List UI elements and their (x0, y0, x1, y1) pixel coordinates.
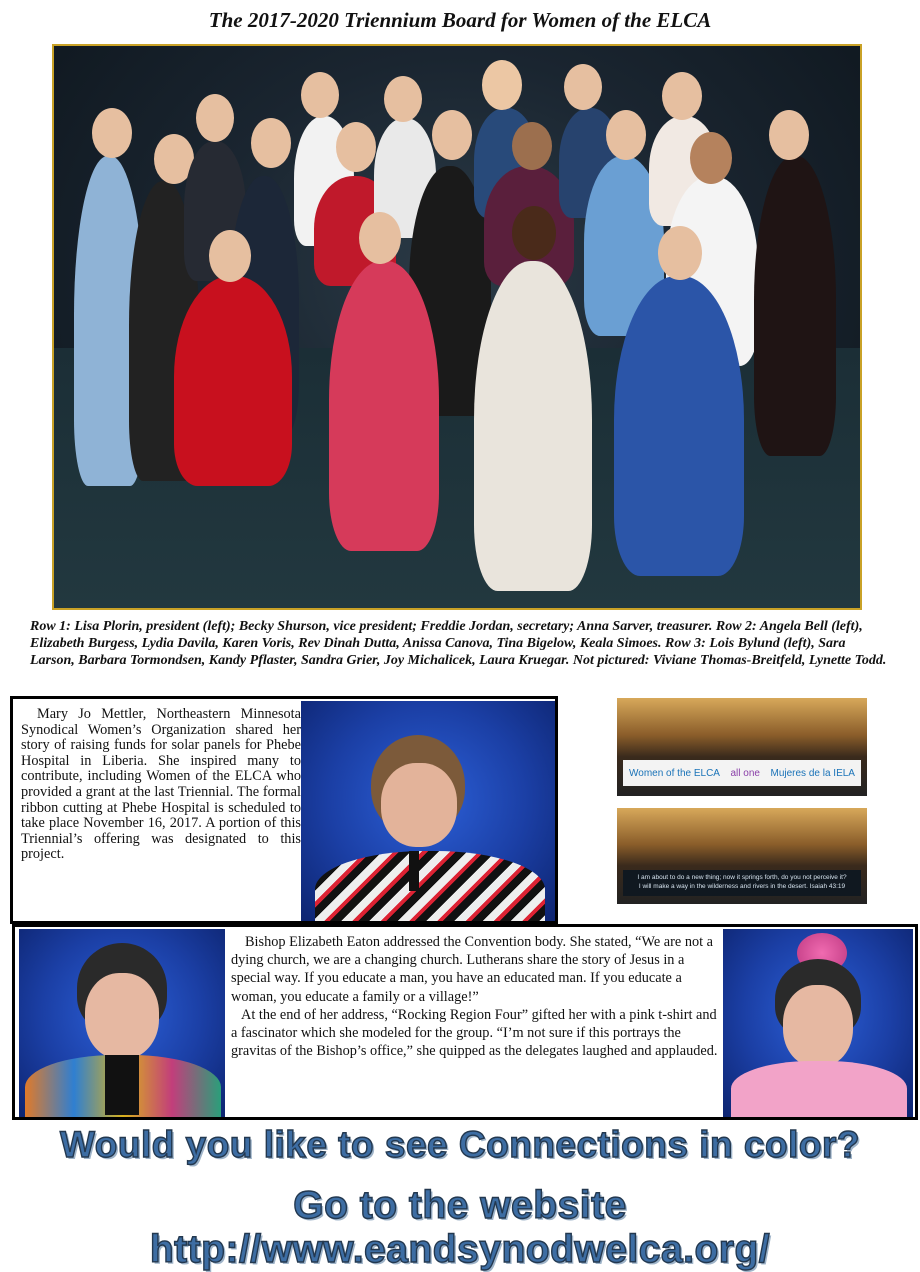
group-photo (52, 44, 862, 610)
banner-verse-line1: I am about to do a new thing; now it springs forth, do you not perceive it? (637, 874, 847, 881)
person-head (384, 76, 422, 122)
person-head (251, 118, 291, 168)
promo-line-1: Would you like to see Connections in color? (60, 1124, 860, 1165)
photo-caption: Row 1: Lisa Plorin, president (left); Becky Shurson, vice president; Freddie Jordan, secretary; Anna Sarver, treasurer. Row 2: Angela Bell (left), Elizabeth Burgess, Lydia Davila, Karen Voris, Rev Dinah Dutta, Anissa Canova, Tina Bigelow, Keala Simoes. Row 3: Lois Bylund (left), Sara Larson, Barbara Tormondsen, Kandy Pflaster, Sandra Grier, Joy Michalicek, Laura Kruegar. Not pictured: Viviane Thomas-Breitfeld, Lynette Todd. (30, 619, 887, 668)
banner-right-text: Mujeres de la IELA (770, 767, 855, 779)
banner-verse-line2: I will make a way in the wilderness and rivers in the desert. Isaiah 43:19 (638, 883, 846, 890)
person-head (512, 206, 556, 260)
page-title: The 2017-2020 Triennium Board for Women of the ELCA (208, 8, 712, 32)
promo-website-line[interactable]: Go to the website http://www.eandsynodwelca.org/ (149, 1184, 771, 1271)
photo-face (783, 985, 853, 1067)
photo-clerical-shirt (105, 1055, 139, 1115)
person-head (196, 94, 234, 142)
person-head (301, 72, 339, 118)
person-head (359, 212, 401, 264)
banner-verse-screen (623, 870, 861, 896)
person-head (769, 110, 809, 160)
eaton-paragraph-2: At the end of her address, “Rocking Region Four” gifted her with a pink t-shirt and a fascinator which she modeled for the group. “I’m not sure if this portrays the gravitas of the Bishop’s office,” she quipped as the delegates laughed and applauded. (231, 1006, 718, 1060)
person-head (564, 64, 602, 110)
photo-microphone (409, 851, 419, 891)
photo-face (381, 763, 457, 847)
eaton-story-text (231, 933, 721, 1060)
person-head (482, 60, 522, 110)
person-head (606, 110, 646, 160)
banner-screen (623, 760, 861, 786)
person-head (690, 132, 732, 184)
person-head (432, 110, 472, 160)
eaton-photo-right (723, 929, 913, 1117)
person-figure (329, 261, 439, 551)
eaton-paragraph-1: Bishop Elizabeth Eaton addressed the Convention body. She stated, “We are not a dying church, we are a changing church. Lutherans share the story of Jesus in a special way. If you educate a man, you have an educated man. If you educate a woman, you educate a family or a village!” (231, 934, 714, 1005)
person-figure (474, 261, 592, 591)
photo-pink-shirt (731, 1061, 907, 1117)
person-figure (174, 276, 292, 486)
banner-left-text: Women of the ELCA (629, 767, 720, 779)
banner-photo-bottom (617, 808, 867, 904)
photo-face (85, 973, 159, 1059)
eaton-story-box (12, 924, 918, 1120)
person-figure (754, 156, 836, 456)
person-head (512, 122, 552, 170)
person-head (336, 122, 376, 172)
mettler-photo (301, 701, 555, 921)
person-head (658, 226, 702, 280)
person-head (92, 108, 132, 158)
banner-center-text: all one (730, 767, 760, 779)
mettler-story-text: Mary Jo Mettler, Northeastern Minnesota Synodical Women’s Organization shared her story of raising funds for solar panels for Phebe Hospital in Liberia. She inspired many to contribute, including Women of the ELCA who provided a grant at the last Triennial. The formal ribbon cutting at Phebe Hospital is scheduled to take place November 16, 2017. A portion of this Triennial’s offering was designated to this project. (21, 706, 301, 863)
mettler-story-box (10, 696, 558, 924)
person-figure (614, 276, 744, 576)
person-head (662, 72, 702, 120)
banner-photo-top (617, 698, 867, 796)
photo-shirt (315, 851, 545, 921)
person-head (209, 230, 251, 282)
eaton-photo-left (19, 929, 225, 1117)
